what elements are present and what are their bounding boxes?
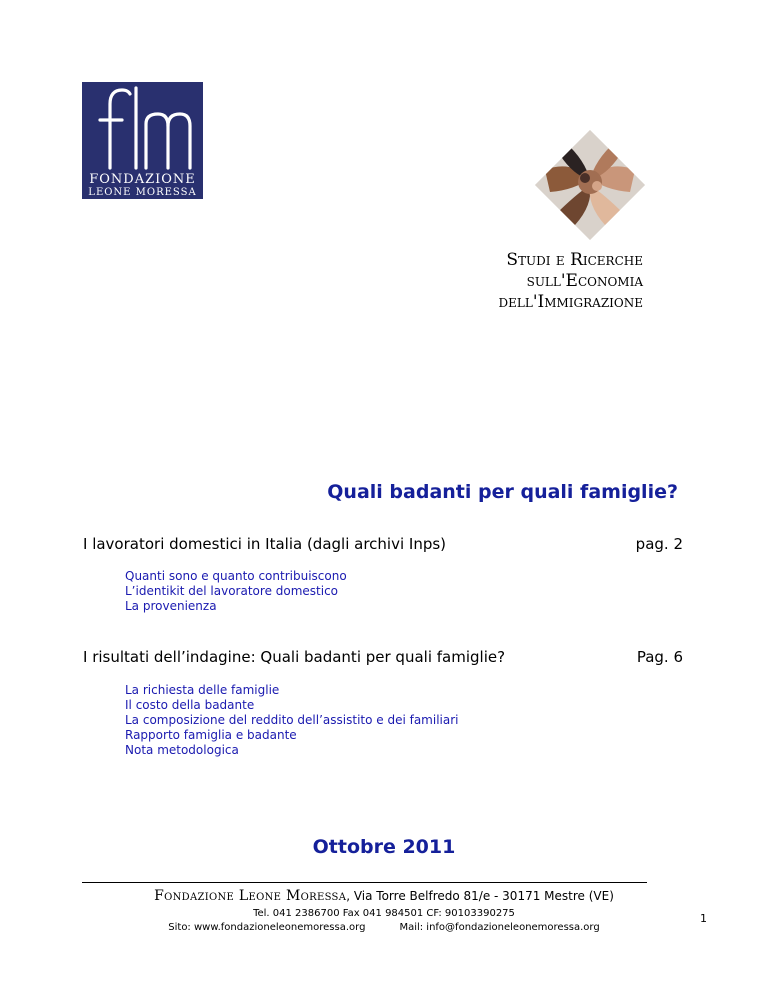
tagline-line-1: Studi e Ricerche [506, 250, 643, 270]
document-title: Quali badanti per quali famiglie? [327, 481, 678, 503]
footer-mail-link[interactable]: Mail: info@fondazioneleonemoressa.org [399, 922, 600, 933]
toc-item[interactable]: Rapporto famiglia e badante [125, 728, 297, 742]
footer-address: , Via Torre Belfredo 81/e - 30171 Mestre (VE) [346, 889, 614, 903]
foundation-logo [82, 82, 203, 199]
footer-contacts: Tel. 041 2386700 Fax 041 984501 CF: 90103390275 [253, 908, 515, 919]
toc-section-1-page: pag. 2 [635, 535, 683, 553]
toc-section-2-items [125, 683, 459, 758]
tagline [499, 250, 643, 313]
toc-item[interactable]: Il costo della badante [125, 698, 255, 712]
footer-site-link[interactable]: Sito: www.fondazioneleonemoressa.org [168, 922, 366, 933]
logo-text-fondazione: FONDAZIONE [89, 172, 196, 187]
toc-item[interactable]: Quanti sono e quanto contribuiscono [125, 569, 347, 583]
toc-item[interactable]: L’identikit del lavoratore domestico [125, 584, 339, 598]
publication-date: Ottobre 2011 [312, 836, 456, 858]
flm-logo-mark [82, 82, 203, 172]
footer-web-line [0, 922, 768, 933]
tagline-line-3: dell'Immigrazione [498, 292, 643, 312]
toc-section-1-items [125, 569, 347, 614]
joined-hands-diamond-image [535, 130, 645, 240]
footer-divider [82, 882, 647, 883]
toc-item[interactable]: Nota metodologica [125, 743, 239, 757]
toc-section-1-heading[interactable]: I lavoratori domestici in Italia (dagli archivi Inps) [83, 535, 447, 553]
toc-section-2-page: Pag. 6 [636, 648, 683, 666]
footer-address-line [0, 888, 768, 904]
toc-section-2-heading[interactable]: I risultati dell’indagine: Quali badanti per quali famiglie? [83, 648, 506, 666]
logo-text-leone-moressa: LEONE MORESSA [88, 187, 197, 198]
page-number: 1 [700, 912, 707, 925]
toc-item[interactable]: La provenienza [125, 599, 217, 613]
toc-item[interactable]: La richiesta delle famiglie [125, 683, 280, 697]
tagline-line-2: sull'Economia [526, 271, 643, 291]
toc-item[interactable]: La composizione del reddito dell’assistito e dei familiari [125, 713, 459, 727]
footer-org-name: Fondazione Leone Moressa [154, 888, 347, 904]
